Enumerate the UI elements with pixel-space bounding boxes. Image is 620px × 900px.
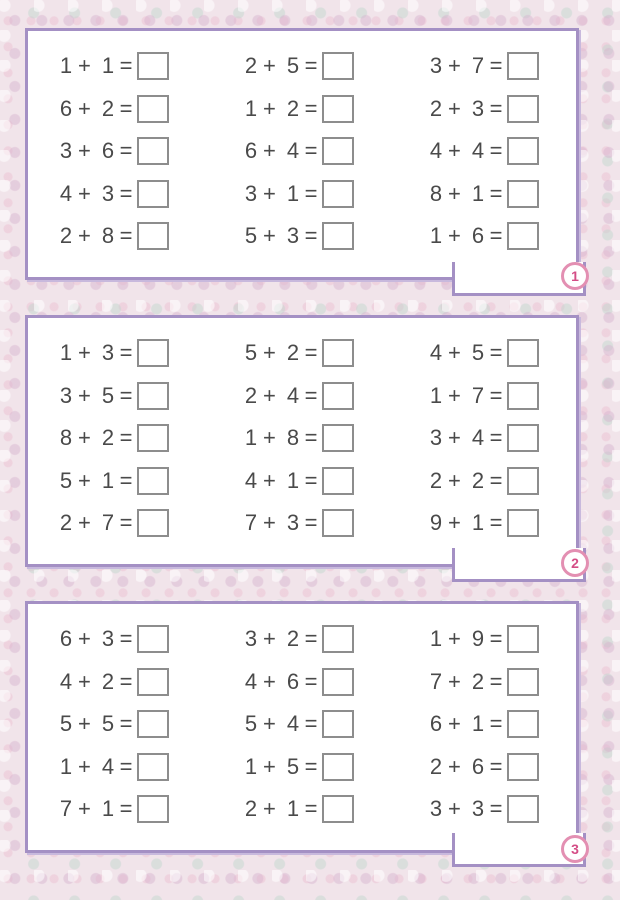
first-addend: 1 bbox=[429, 223, 443, 249]
second-addend: 1 bbox=[471, 180, 485, 206]
plus-sign: + bbox=[78, 626, 91, 652]
first-addend: 3 bbox=[429, 53, 443, 79]
answer-box[interactable] bbox=[322, 753, 354, 781]
answer-box[interactable] bbox=[507, 382, 539, 410]
answer-box[interactable] bbox=[322, 795, 354, 823]
second-addend: 2 bbox=[286, 95, 300, 121]
answer-box[interactable] bbox=[137, 382, 169, 410]
first-addend: 1 bbox=[59, 340, 73, 366]
problem-grid bbox=[58, 618, 568, 831]
first-addend: 3 bbox=[59, 138, 73, 164]
addition-problem bbox=[243, 45, 428, 88]
plus-sign: + bbox=[263, 223, 276, 249]
first-addend: 4 bbox=[244, 668, 258, 694]
answer-box[interactable] bbox=[137, 509, 169, 537]
first-addend: 4 bbox=[59, 668, 73, 694]
equals-sign: = bbox=[304, 425, 318, 451]
first-addend: 6 bbox=[59, 95, 73, 121]
addition-problem bbox=[428, 502, 568, 545]
first-addend: 5 bbox=[59, 467, 73, 493]
equals-sign: = bbox=[489, 753, 503, 779]
answer-box[interactable] bbox=[322, 668, 354, 696]
first-addend: 2 bbox=[244, 382, 258, 408]
addition-problem bbox=[58, 703, 243, 746]
first-addend: 1 bbox=[244, 425, 258, 451]
exercise-panel-2 bbox=[25, 315, 579, 567]
addition-problem bbox=[243, 332, 428, 375]
equals-sign: = bbox=[304, 53, 318, 79]
plus-sign: + bbox=[448, 53, 461, 79]
plus-sign: + bbox=[263, 180, 276, 206]
addition-problem bbox=[428, 618, 568, 661]
second-addend: 1 bbox=[471, 711, 485, 737]
addition-problem bbox=[428, 45, 568, 88]
first-addend: 6 bbox=[244, 138, 258, 164]
answer-box[interactable] bbox=[322, 339, 354, 367]
equals-sign: = bbox=[119, 382, 133, 408]
addition-problem bbox=[58, 332, 243, 375]
equals-sign: = bbox=[119, 711, 133, 737]
plus-sign: + bbox=[448, 95, 461, 121]
answer-box[interactable] bbox=[322, 95, 354, 123]
second-addend: 4 bbox=[286, 711, 300, 737]
second-addend: 6 bbox=[471, 223, 485, 249]
first-addend: 2 bbox=[429, 753, 443, 779]
equals-sign: = bbox=[304, 382, 318, 408]
equals-sign: = bbox=[489, 340, 503, 366]
equals-sign: = bbox=[119, 340, 133, 366]
first-addend: 1 bbox=[429, 382, 443, 408]
addition-problem bbox=[243, 375, 428, 418]
addition-problem bbox=[58, 746, 243, 789]
second-addend: 3 bbox=[101, 340, 115, 366]
second-addend: 1 bbox=[101, 53, 115, 79]
second-addend: 2 bbox=[101, 425, 115, 451]
answer-box[interactable] bbox=[507, 625, 539, 653]
answer-box[interactable] bbox=[137, 625, 169, 653]
first-addend: 4 bbox=[429, 138, 443, 164]
addition-problem bbox=[243, 130, 428, 173]
first-addend: 2 bbox=[59, 223, 73, 249]
plus-sign: + bbox=[78, 668, 91, 694]
plus-sign: + bbox=[78, 711, 91, 737]
plus-sign: + bbox=[78, 340, 91, 366]
equals-sign: = bbox=[304, 180, 318, 206]
answer-box[interactable] bbox=[137, 95, 169, 123]
equals-sign: = bbox=[489, 95, 503, 121]
addition-problem bbox=[58, 88, 243, 131]
equals-sign: = bbox=[119, 425, 133, 451]
second-addend: 6 bbox=[471, 753, 485, 779]
first-addend: 1 bbox=[59, 53, 73, 79]
plus-sign: + bbox=[78, 753, 91, 779]
first-addend: 2 bbox=[429, 95, 443, 121]
second-addend: 9 bbox=[471, 626, 485, 652]
second-addend: 3 bbox=[471, 95, 485, 121]
answer-box[interactable] bbox=[322, 137, 354, 165]
addition-problem bbox=[243, 215, 428, 258]
equals-sign: = bbox=[489, 467, 503, 493]
plus-sign: + bbox=[448, 626, 461, 652]
first-addend: 3 bbox=[59, 382, 73, 408]
second-addend: 4 bbox=[471, 425, 485, 451]
addition-problem bbox=[428, 661, 568, 704]
addition-problem bbox=[428, 460, 568, 503]
panel-number-badge-1: 1 bbox=[561, 262, 589, 290]
equals-sign: = bbox=[489, 180, 503, 206]
first-addend: 3 bbox=[244, 626, 258, 652]
exercise-panel-1 bbox=[25, 28, 579, 280]
equals-sign: = bbox=[119, 753, 133, 779]
addition-problem bbox=[58, 215, 243, 258]
second-addend: 7 bbox=[471, 382, 485, 408]
equals-sign: = bbox=[119, 668, 133, 694]
addition-problem bbox=[58, 460, 243, 503]
answer-box[interactable] bbox=[322, 467, 354, 495]
answer-box[interactable] bbox=[137, 52, 169, 80]
answer-box[interactable] bbox=[507, 710, 539, 738]
answer-box[interactable] bbox=[322, 424, 354, 452]
equals-sign: = bbox=[489, 223, 503, 249]
equals-sign: = bbox=[304, 95, 318, 121]
plus-sign: + bbox=[263, 340, 276, 366]
first-addend: 2 bbox=[59, 510, 73, 536]
second-addend: 2 bbox=[471, 668, 485, 694]
answer-box[interactable] bbox=[322, 52, 354, 80]
equals-sign: = bbox=[304, 138, 318, 164]
first-addend: 6 bbox=[429, 711, 443, 737]
equals-sign: = bbox=[489, 626, 503, 652]
plus-sign: + bbox=[448, 711, 461, 737]
first-addend: 5 bbox=[244, 223, 258, 249]
first-addend: 3 bbox=[429, 425, 443, 451]
equals-sign: = bbox=[304, 223, 318, 249]
answer-box[interactable] bbox=[137, 137, 169, 165]
second-addend: 1 bbox=[286, 180, 300, 206]
first-addend: 5 bbox=[244, 711, 258, 737]
first-addend: 9 bbox=[429, 510, 443, 536]
equals-sign: = bbox=[489, 53, 503, 79]
problem-grid bbox=[58, 332, 568, 545]
second-addend: 5 bbox=[101, 711, 115, 737]
equals-sign: = bbox=[304, 510, 318, 536]
plus-sign: + bbox=[448, 753, 461, 779]
answer-box[interactable] bbox=[322, 180, 354, 208]
second-addend: 6 bbox=[101, 138, 115, 164]
answer-box[interactable] bbox=[507, 52, 539, 80]
answer-box[interactable] bbox=[507, 668, 539, 696]
equals-sign: = bbox=[119, 467, 133, 493]
second-addend: 7 bbox=[101, 510, 115, 536]
first-addend: 8 bbox=[59, 425, 73, 451]
first-addend: 1 bbox=[429, 626, 443, 652]
equals-sign: = bbox=[119, 180, 133, 206]
addition-problem bbox=[428, 130, 568, 173]
plus-sign: + bbox=[78, 796, 91, 822]
second-addend: 3 bbox=[471, 796, 485, 822]
first-addend: 7 bbox=[429, 668, 443, 694]
addition-problem bbox=[428, 375, 568, 418]
addition-problem bbox=[243, 460, 428, 503]
second-addend: 4 bbox=[471, 138, 485, 164]
second-addend: 4 bbox=[101, 753, 115, 779]
answer-box[interactable] bbox=[137, 222, 169, 250]
answer-box[interactable] bbox=[507, 180, 539, 208]
first-addend: 2 bbox=[244, 796, 258, 822]
second-addend: 1 bbox=[286, 796, 300, 822]
plus-sign: + bbox=[263, 382, 276, 408]
panel-number-badge-2: 2 bbox=[561, 549, 589, 577]
addition-problem bbox=[58, 618, 243, 661]
equals-sign: = bbox=[119, 223, 133, 249]
plus-sign: + bbox=[78, 510, 91, 536]
plus-sign: + bbox=[263, 626, 276, 652]
plus-sign: + bbox=[263, 53, 276, 79]
equals-sign: = bbox=[119, 53, 133, 79]
answer-box[interactable] bbox=[507, 137, 539, 165]
plus-sign: + bbox=[78, 180, 91, 206]
addition-problem bbox=[243, 746, 428, 789]
equals-sign: = bbox=[304, 340, 318, 366]
addition-problem bbox=[428, 215, 568, 258]
second-addend: 2 bbox=[101, 668, 115, 694]
addition-problem bbox=[243, 661, 428, 704]
addition-problem bbox=[58, 45, 243, 88]
first-addend: 7 bbox=[59, 796, 73, 822]
plus-sign: + bbox=[263, 711, 276, 737]
plus-sign: + bbox=[263, 668, 276, 694]
second-addend: 1 bbox=[286, 467, 300, 493]
second-addend: 5 bbox=[286, 753, 300, 779]
addition-problem bbox=[58, 661, 243, 704]
answer-box[interactable] bbox=[322, 509, 354, 537]
second-addend: 2 bbox=[101, 95, 115, 121]
second-addend: 6 bbox=[286, 668, 300, 694]
equals-sign: = bbox=[119, 626, 133, 652]
second-addend: 8 bbox=[286, 425, 300, 451]
plus-sign: + bbox=[448, 425, 461, 451]
answer-box[interactable] bbox=[322, 382, 354, 410]
equals-sign: = bbox=[489, 138, 503, 164]
plus-sign: + bbox=[263, 138, 276, 164]
first-addend: 5 bbox=[244, 340, 258, 366]
addition-problem bbox=[428, 332, 568, 375]
addition-problem bbox=[243, 88, 428, 131]
second-addend: 5 bbox=[471, 340, 485, 366]
addition-problem bbox=[243, 703, 428, 746]
second-addend: 5 bbox=[101, 382, 115, 408]
plus-sign: + bbox=[448, 382, 461, 408]
plus-sign: + bbox=[263, 467, 276, 493]
problem-grid bbox=[58, 45, 568, 258]
plus-sign: + bbox=[448, 510, 461, 536]
plus-sign: + bbox=[448, 223, 461, 249]
plus-sign: + bbox=[78, 53, 91, 79]
plus-sign: + bbox=[448, 467, 461, 493]
second-addend: 2 bbox=[286, 340, 300, 366]
first-addend: 3 bbox=[244, 180, 258, 206]
panel-number-badge-3: 3 bbox=[561, 835, 589, 863]
equals-sign: = bbox=[304, 467, 318, 493]
answer-box[interactable] bbox=[137, 795, 169, 823]
answer-box[interactable] bbox=[507, 795, 539, 823]
plus-sign: + bbox=[78, 425, 91, 451]
addition-problem bbox=[428, 88, 568, 131]
second-addend: 3 bbox=[286, 510, 300, 536]
exercise-panel-3 bbox=[25, 601, 579, 853]
second-addend: 3 bbox=[101, 626, 115, 652]
answer-box[interactable] bbox=[137, 180, 169, 208]
answer-box[interactable] bbox=[137, 467, 169, 495]
second-addend: 2 bbox=[286, 626, 300, 652]
plus-sign: + bbox=[263, 753, 276, 779]
addition-problem bbox=[58, 788, 243, 831]
answer-box[interactable] bbox=[507, 222, 539, 250]
addition-problem bbox=[428, 746, 568, 789]
second-addend: 3 bbox=[101, 180, 115, 206]
equals-sign: = bbox=[119, 510, 133, 536]
addition-problem bbox=[243, 502, 428, 545]
addition-problem bbox=[58, 173, 243, 216]
answer-box[interactable] bbox=[137, 753, 169, 781]
addition-problem bbox=[58, 502, 243, 545]
addition-problem bbox=[58, 130, 243, 173]
first-addend: 6 bbox=[59, 626, 73, 652]
answer-box[interactable] bbox=[137, 710, 169, 738]
plus-sign: + bbox=[448, 668, 461, 694]
second-addend: 1 bbox=[101, 467, 115, 493]
addition-problem bbox=[58, 375, 243, 418]
first-addend: 1 bbox=[244, 753, 258, 779]
equals-sign: = bbox=[489, 510, 503, 536]
equals-sign: = bbox=[304, 711, 318, 737]
answer-box[interactable] bbox=[137, 339, 169, 367]
answer-box[interactable] bbox=[137, 668, 169, 696]
answer-box[interactable] bbox=[507, 509, 539, 537]
equals-sign: = bbox=[304, 668, 318, 694]
first-addend: 1 bbox=[244, 95, 258, 121]
first-addend: 4 bbox=[244, 467, 258, 493]
second-addend: 1 bbox=[101, 796, 115, 822]
addition-problem bbox=[428, 417, 568, 460]
equals-sign: = bbox=[304, 626, 318, 652]
second-addend: 4 bbox=[286, 138, 300, 164]
addition-problem bbox=[243, 618, 428, 661]
equals-sign: = bbox=[489, 668, 503, 694]
equals-sign: = bbox=[119, 796, 133, 822]
plus-sign: + bbox=[448, 180, 461, 206]
answer-box[interactable] bbox=[507, 424, 539, 452]
addition-problem bbox=[243, 173, 428, 216]
plus-sign: + bbox=[448, 138, 461, 164]
second-addend: 2 bbox=[471, 467, 485, 493]
equals-sign: = bbox=[489, 425, 503, 451]
equals-sign: = bbox=[119, 138, 133, 164]
plus-sign: + bbox=[78, 95, 91, 121]
addition-problem bbox=[428, 173, 568, 216]
answer-box[interactable] bbox=[507, 753, 539, 781]
second-addend: 5 bbox=[286, 53, 300, 79]
plus-sign: + bbox=[263, 796, 276, 822]
plus-sign: + bbox=[263, 425, 276, 451]
plus-sign: + bbox=[78, 382, 91, 408]
first-addend: 4 bbox=[429, 340, 443, 366]
first-addend: 7 bbox=[244, 510, 258, 536]
answer-box[interactable] bbox=[507, 467, 539, 495]
answer-box[interactable] bbox=[322, 222, 354, 250]
addition-problem bbox=[428, 788, 568, 831]
first-addend: 2 bbox=[429, 467, 443, 493]
plus-sign: + bbox=[78, 223, 91, 249]
answer-box[interactable] bbox=[507, 339, 539, 367]
plus-sign: + bbox=[78, 467, 91, 493]
equals-sign: = bbox=[489, 382, 503, 408]
equals-sign: = bbox=[304, 796, 318, 822]
answer-box[interactable] bbox=[322, 710, 354, 738]
first-addend: 2 bbox=[244, 53, 258, 79]
equals-sign: = bbox=[489, 711, 503, 737]
second-addend: 8 bbox=[101, 223, 115, 249]
plus-sign: + bbox=[263, 95, 276, 121]
second-addend: 7 bbox=[471, 53, 485, 79]
addition-problem bbox=[428, 703, 568, 746]
plus-sign: + bbox=[448, 340, 461, 366]
addition-problem bbox=[243, 417, 428, 460]
first-addend: 8 bbox=[429, 180, 443, 206]
plus-sign: + bbox=[263, 510, 276, 536]
first-addend: 1 bbox=[59, 753, 73, 779]
first-addend: 4 bbox=[59, 180, 73, 206]
equals-sign: = bbox=[119, 95, 133, 121]
plus-sign: + bbox=[78, 138, 91, 164]
equals-sign: = bbox=[489, 796, 503, 822]
equals-sign: = bbox=[304, 753, 318, 779]
plus-sign: + bbox=[448, 796, 461, 822]
second-addend: 4 bbox=[286, 382, 300, 408]
second-addend: 1 bbox=[471, 510, 485, 536]
answer-box[interactable] bbox=[507, 95, 539, 123]
second-addend: 3 bbox=[286, 223, 300, 249]
answer-box[interactable] bbox=[137, 424, 169, 452]
first-addend: 3 bbox=[429, 796, 443, 822]
answer-box[interactable] bbox=[322, 625, 354, 653]
addition-problem bbox=[58, 417, 243, 460]
first-addend: 5 bbox=[59, 711, 73, 737]
addition-problem bbox=[243, 788, 428, 831]
